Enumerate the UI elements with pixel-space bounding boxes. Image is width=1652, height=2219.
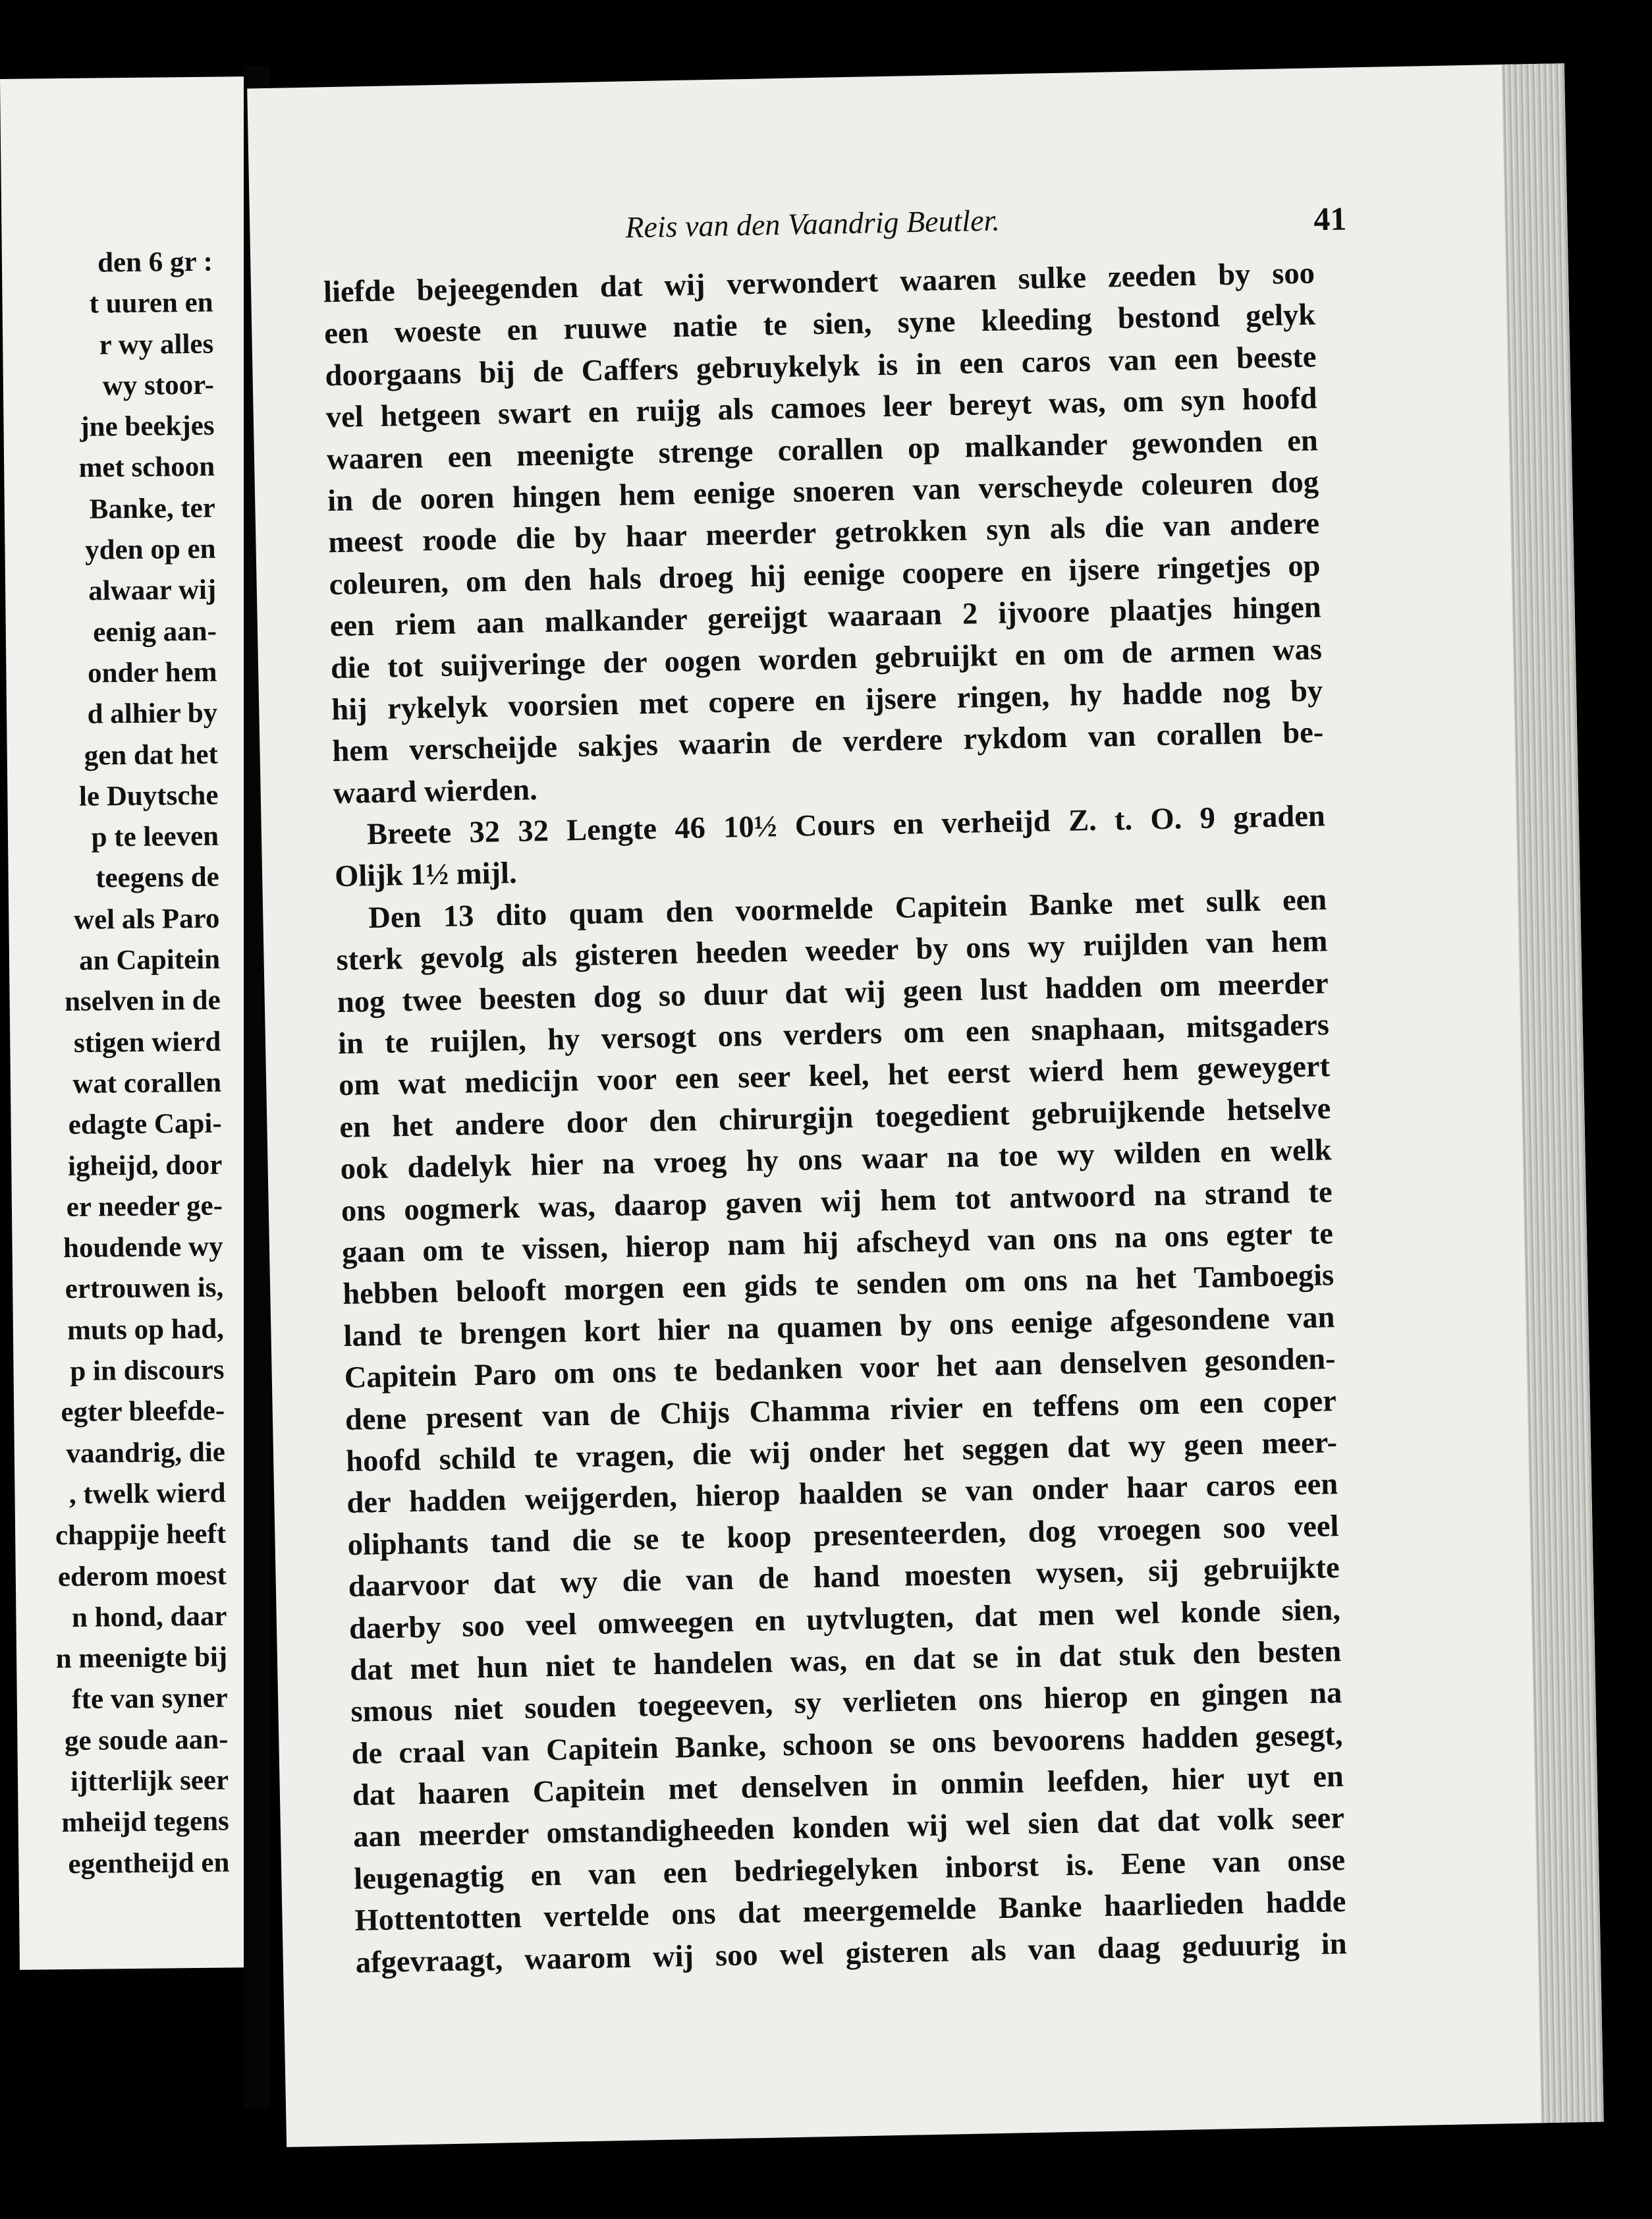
left-text-line: d alhier by <box>87 697 218 730</box>
left-text-line: wy stoor- <box>102 369 215 402</box>
text-line: nog twee beesten dog so duur dat wij geen lust hadden om meerder <box>337 966 1329 1019</box>
left-text-line: met schoon <box>78 451 215 484</box>
body-text <box>323 252 1348 1983</box>
left-text-line: nselven in de <box>64 984 221 1018</box>
text-line: een riem aan malkander gereijgt waaraan 2 ijvoore plaatjes hingen <box>329 590 1322 644</box>
text-line: coleuren, om den hals droeg hij eenige coopere en ijsere ringetjes op <box>329 549 1321 602</box>
left-text-line: ederom moest <box>57 1559 227 1592</box>
text-line: oliphants tand die se te koop presenteerden, dog vroegen soo veel <box>347 1509 1339 1562</box>
text-line: liefde bejeegenden dat wij verwondert waaren sulke zeeden by soo <box>323 256 1315 310</box>
left-text-line: onder hem <box>87 656 217 689</box>
left-text-line: teegens de <box>95 862 219 894</box>
left-page-text <box>2 241 269 1886</box>
left-text-line: an Capitein <box>78 943 221 976</box>
left-text-line: wat corallen <box>72 1067 222 1100</box>
left-text-line: egter bleefde- <box>61 1395 225 1428</box>
text-line: dat haaren Capitein met denselven in onmin leefden, hier uyt en <box>352 1760 1344 1812</box>
running-head: Reis van den Vaandrig Beutler. <box>624 203 1001 244</box>
text-line: dene present van de Chijs Chamma rivier en teffens om een coper <box>344 1384 1337 1437</box>
text-line: hij rykelyk voorsien met copere en ijsere ringen, hy hadde nog by <box>331 674 1323 727</box>
text-line: Den 13 dito quam den voormelde Capitein Banke met sulk een <box>368 883 1327 936</box>
left-text-line: r wy alles <box>99 328 214 361</box>
text-line: ons oogmerk was, daarop gaven wij hem tot antwoord na strand te <box>341 1175 1333 1228</box>
left-text-line: mheijd tegens <box>61 1805 229 1839</box>
text-line: hem verscheijde sakjes waarin de verdere rykdom van corallen be- <box>332 716 1324 769</box>
text-line: land te brengen kort hier na quamen by ons eenige afgesondene van <box>343 1300 1335 1353</box>
left-text-line: igheijd, door <box>67 1149 223 1182</box>
left-text-line: ertrouwen is, <box>65 1272 224 1305</box>
text-line: daarvoor dat wy die van de hand moesten wysen, sij gebruijkte <box>348 1551 1340 1604</box>
left-text-line: fte van syner <box>72 1682 228 1716</box>
page-edge <box>1502 63 1604 2123</box>
left-text-line: p in discours <box>70 1354 225 1388</box>
page-number: 41 <box>1313 200 1347 238</box>
left-text-line: ijtterlijk seer <box>70 1764 229 1798</box>
text-line: Breete 32 32 Lengte 46 10½ Cours en verheijd Z. t. O. 9 graden <box>366 799 1326 852</box>
left-text-line: alwaar wij <box>88 574 217 607</box>
text-line: sterk gevolg als gisteren heeden weeder by ons wy ruijlden van hem <box>336 924 1328 978</box>
text-line: doorgaans bij de Caffers gebruykelyk is in een caros van een beeste <box>325 340 1317 393</box>
left-text-line: ge soude aan- <box>64 1724 229 1756</box>
text-line: daerby soo veel omweegen en uytvlugten, dat men wel konde sien, <box>348 1592 1341 1646</box>
text-line: een woeste en ruuwe natie te sien, syne kleeding bestond gelyk <box>323 298 1316 351</box>
text-line: aan meerder omstandigheeden konden wij wel sien dat dat volk seer <box>352 1801 1345 1855</box>
text-line: en het andere door den chirurgijn toegedient gebruijkende hetselve <box>339 1092 1331 1144</box>
left-text-line: gen dat het <box>84 739 218 772</box>
left-text-line: egentheijd en <box>68 1847 230 1880</box>
left-text-line: muts op had, <box>67 1313 225 1346</box>
text-line: waaren een meenigte strenge corallen op malkander gewonden en <box>326 423 1319 476</box>
text-line: de craal van Capitein Banke, schoon se ons bevoorens hadden gesegt, <box>351 1718 1343 1771</box>
left-text-line: chappije heeft <box>55 1518 227 1552</box>
text-line: afgevraagt, waarom wij soo wel gisteren als van daag geduurig in <box>355 1926 1348 1980</box>
left-text-line: t uuren en <box>89 287 213 320</box>
text-line: in de ooren hingen hem eenige snoeren van verscheyde coleuren dog <box>327 465 1319 519</box>
text-line: hoofd schild te vragen, die wij onder het seggen dat wy geen meer- <box>345 1426 1338 1478</box>
text-line: der hadden weijgerden, hierop haalden se van onder haar caros een <box>346 1467 1338 1521</box>
left-text-line: Banke, ter <box>89 492 216 525</box>
text-line: vel hetgeen swart en ruijg als camoes leer bereyt was, om syn hoofd <box>325 381 1318 435</box>
text-line: ook dadelyk hier na vroeg hy ons waar na toe wy wilden en welk <box>340 1133 1332 1187</box>
left-text-line: vaandrig, die <box>66 1436 226 1469</box>
text-line: om wat medicijn voor een seer keel, het eerst wierd hem geweygert <box>338 1050 1331 1103</box>
text-line: in te ruijlen, hy versogt ons verders om een snaphaan, mitsgaders <box>337 1008 1330 1061</box>
left-text-line: le Duytsche <box>78 779 219 812</box>
left-text-line: den 6 gr : <box>97 246 213 279</box>
text-line: Capitein Paro om ons te bedanken voor het aan denselven gesonden- <box>344 1342 1336 1395</box>
left-text-line: , twelk wierd <box>69 1477 226 1510</box>
left-text-line: stigen wierd <box>73 1026 221 1059</box>
text-line: Hottentotten vertelde ons dat meergemelde Banke haarlieden hadde <box>354 1885 1346 1938</box>
text-line: smous niet souden toegeeven, sy verlieten ons hierop en gingen na <box>350 1676 1342 1729</box>
left-text-line: er needer ge- <box>66 1190 223 1223</box>
right-page <box>247 63 1604 2147</box>
text-line: dat met hun niet te handelen was, en dat se in dat stuk den besten <box>349 1634 1342 1687</box>
left-text-line: p te leeven <box>91 820 219 853</box>
left-text-line: houdende wy <box>63 1231 223 1264</box>
text-line: gaan om te vissen, hierop nam hij afscheyd van ons na ons egter te <box>341 1217 1334 1270</box>
left-text-line: edagte Capi- <box>68 1108 222 1141</box>
left-text-line: wel als Paro <box>73 903 220 936</box>
left-text-line: n hond, daar <box>71 1600 227 1633</box>
text-line: leugenagtig en van een bedriegelyken inborst is. Eene van onse <box>353 1843 1346 1896</box>
text-line: Olijk 1½ mijl. <box>334 857 518 894</box>
text-line: hebben belooft morgen een gids te senden om ons na het Tamboegis <box>342 1258 1335 1312</box>
left-page-fragment <box>0 76 270 1970</box>
text-line: meest roode die by haar meerder getrokken syn als die van andere <box>327 507 1320 560</box>
left-text-line: jne beekjes <box>80 410 215 443</box>
left-text-line: eenig aan- <box>93 615 217 648</box>
left-text-line: n meenigte bij <box>55 1641 228 1675</box>
text-line: die tot suijveringe der oogen worden gebruijkt en om de armen was <box>330 632 1323 685</box>
text-line: waard wierden. <box>333 772 538 810</box>
left-text-line: yden op en <box>84 533 216 566</box>
